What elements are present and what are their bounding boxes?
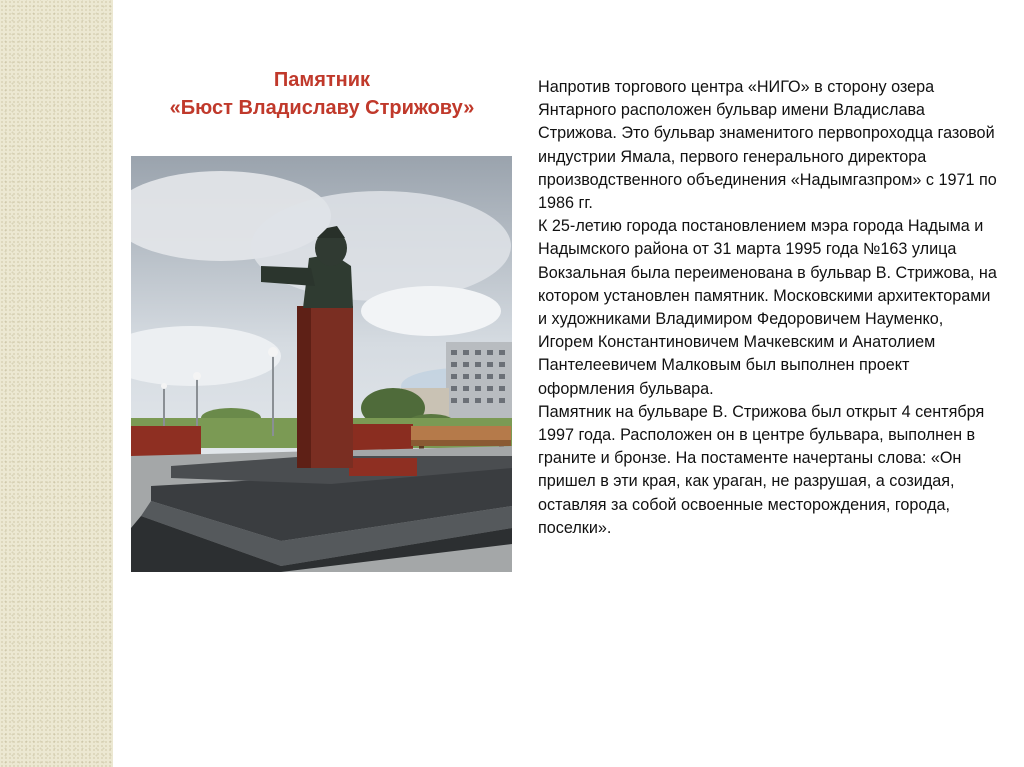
decorative-side-strip (0, 0, 113, 767)
paragraph-1: Напротив торгового центра «НИГО» в сторону озера Янтарного расположен бульвар имени Владислава Стрижова. Это бульвар знаменитого первопроходца газовой индустрии Ямала, первого генерального директора производственного объединения «Надымгазпром» с 1971 по 1986 гг. (538, 78, 997, 213)
monument-photo (131, 156, 512, 572)
slide-title (122, 66, 522, 122)
title-line-2: «Бюст Владиславу Стрижову» (169, 97, 475, 119)
description-text (538, 76, 998, 540)
paragraph-2: К 25-летию города постановлением мэра города Надыма и Надымского района от 31 марта 1995 года №163 улица Вокзальная была переименована в бульвар В. Стрижова, на котором установлен памятник. Московскими архитекторами и художниками Владимиром Федоровичем Науменко, Игорем Константиновичем Мачкевским и Анатолием Пантелеевичем Малковым был выполнен проект оформления бульвара. (538, 217, 997, 398)
paragraph-3: Памятник на бульваре В. Стрижова был открыт 4 сентября 1997 года. Расположен он в центре бульвара, выполнен в граните и бронзе. На постаменте начертаны слова: «Он пришел в эти края, как ураган, не разрушая, а созидая, оставляя за собой освоенные месторождения, города, поселки». (538, 402, 985, 537)
title-line-1: Памятник (273, 69, 371, 91)
